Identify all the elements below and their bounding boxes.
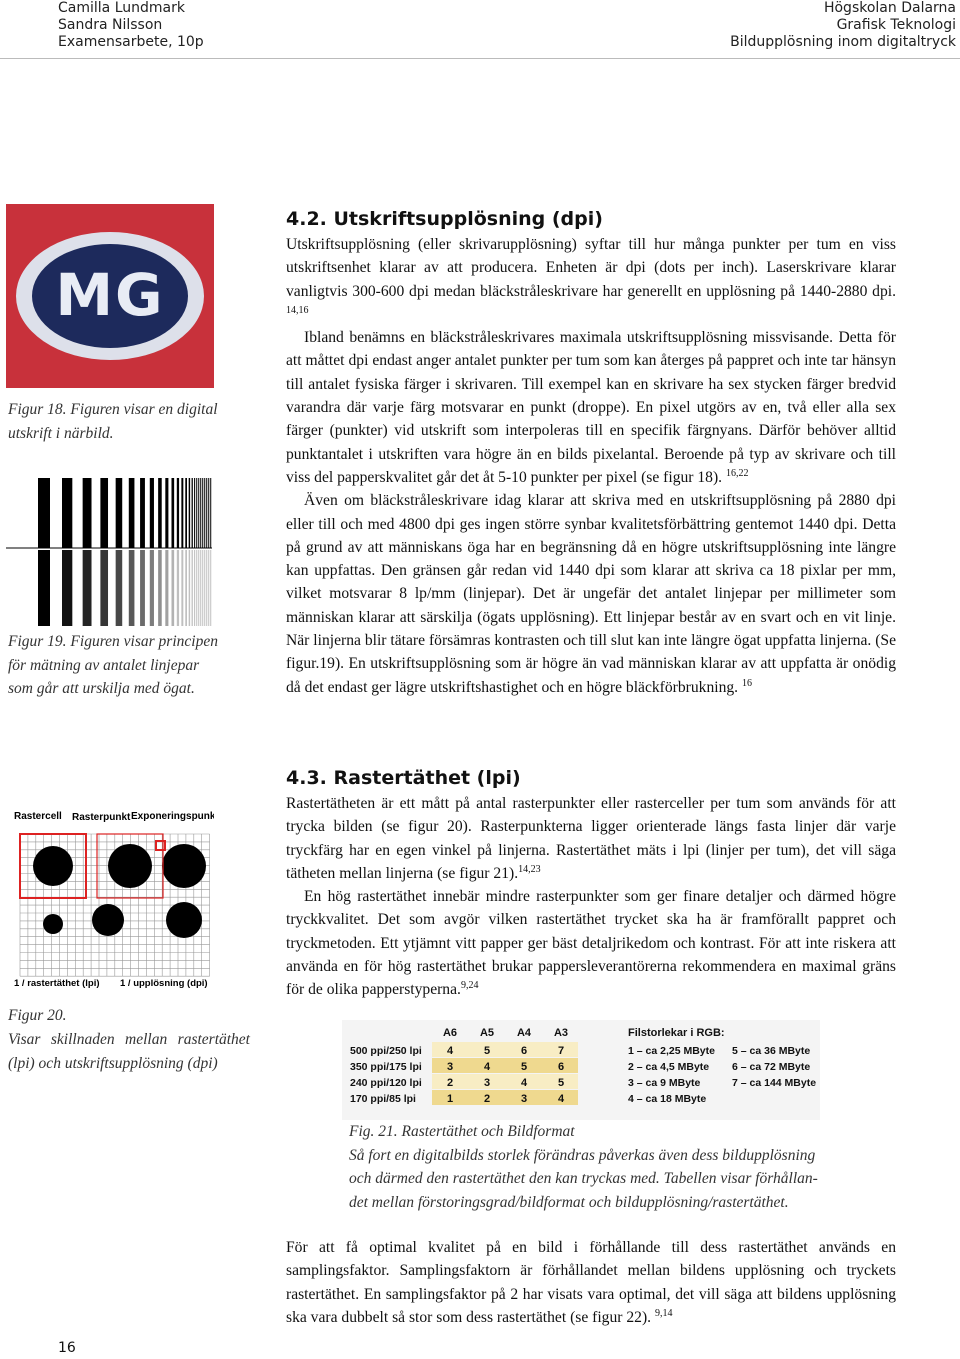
table-column-header: A6 bbox=[442, 1027, 458, 1039]
line-pair-bar bbox=[210, 478, 211, 548]
figure-20-caption-title: Figur 20. bbox=[8, 1007, 67, 1024]
line-pair-bar-blurred bbox=[181, 550, 183, 626]
section-4-2 bbox=[286, 207, 896, 699]
table-row-bg bbox=[432, 1042, 578, 1057]
line-pair-bar bbox=[140, 478, 145, 548]
legend-item: 7 – ca 144 MByte bbox=[732, 1077, 817, 1089]
table-cell: 4 bbox=[446, 1045, 454, 1057]
section-4-2-p2: Ibland benämns en bläckstråleskrivares maximala utskriftsupplösning missvisande. Detta för att måttet dpi endast anger antalet punkter per tum som kan återges på pappret och inte tar hänsyn till antalet fysiska färger i skrivaren. Till exempel kan en skrivare ha sex stycken färger bredvid varandra där varje färg motsvarar en punkt (droppe). En pixel utgörs av en, två eller alla sex färger (punkter) vid utskrift som interpoleras till en specifik färgnyans. Därför behöver alltid punktantalet i utskriften vara högre än en bilds pixelantal. Beroende på typ av skrivare och till viss del papperskvalitet går det åt 5-10 punkter per pixel (se figur 18). $^{16,22}$ bbox=[286, 329, 896, 486]
line-pair-bar bbox=[100, 478, 108, 548]
table-row-label: 170 ppi/85 lpi bbox=[350, 1093, 416, 1105]
table-cell: 7 bbox=[557, 1045, 565, 1057]
line-pair-bar bbox=[204, 478, 205, 548]
figure-21-caption bbox=[349, 1120, 819, 1214]
figure-21-caption-line-3: och därmed den rastertäthet den kan tryckas med. Tabellen visar förhållan- bbox=[349, 1170, 818, 1187]
legend-item: 3 – ca 9 MByte bbox=[628, 1077, 701, 1089]
line-pair-bar-blurred bbox=[198, 550, 199, 626]
thesis-type: Examensarbete, 10p bbox=[58, 34, 204, 50]
ref-4-3-p1: 14,23 bbox=[518, 863, 541, 875]
page-number: 16 bbox=[58, 1340, 76, 1356]
table-cell: 3 bbox=[483, 1077, 491, 1089]
table-cell: 5 bbox=[483, 1045, 491, 1057]
table-cell: 4 bbox=[483, 1061, 491, 1073]
line-pair-bar bbox=[158, 478, 162, 548]
table-cell: 3 bbox=[446, 1061, 454, 1073]
line-pair-bar-blurred bbox=[202, 550, 203, 626]
figure-19-image bbox=[6, 478, 212, 626]
label-rasterpunkt: Rasterpunkt bbox=[72, 812, 131, 823]
line-pair-bar-blurred bbox=[165, 550, 168, 626]
line-pair-bar bbox=[165, 478, 168, 548]
line-pair-bar-blurred bbox=[129, 550, 135, 626]
line-pair-bar bbox=[198, 478, 199, 548]
line-pair-bar bbox=[202, 478, 203, 548]
figure-20-caption-body: Visar skillnaden mellan rastertäthet (lpi) och utskriftsupplösning (dpi) bbox=[8, 1031, 250, 1072]
legend-item: 4 – ca 18 MByte bbox=[628, 1093, 707, 1105]
section-4-2-p3: Även om bläckstråleskrivare idag klarar att skriva med en utskriftsupplösning på 2880 dpi eller till och med 4800 dpi ges ingen större synbar kvalitetsförbättring gentemot 1440 dpi. Detta på grund av att människans öga har en begränsning då en högre utskriftsupplösning inte längre kan uppfattas. Den gränsen går redan vid 1440 dpi som klarar att skriva ca 18 pixlar per mm, vilket motsvarar 8 lp/mm (linjepar). Det är ungefär det antalet linjepar per millimeter som människan klarar att särskilja (ögats upplösning). Ett linjepar består av en svart och en vit linje. När linjerna blir tätare försämras kontrasten och till slut kan inte längre ögat uppfatta linjerna. (Se figur.19). En utskriftsupplösning som är högre än vad människan klarar av att uppfatta är onödig då det endast ger lägre utskriftshastighet och en högre bläckförbrukning. $^{16}$ bbox=[286, 492, 896, 696]
line-pair-bar bbox=[62, 478, 72, 548]
section-4-2-heading: 4.2. Utskriftsupplösning (dpi) bbox=[286, 208, 603, 230]
header-rule bbox=[0, 58, 960, 59]
header-left bbox=[58, 0, 204, 51]
line-pair-bar-blurred bbox=[204, 550, 205, 626]
line-pair-bar-blurred bbox=[62, 550, 72, 626]
ref-4-3-p2: 9,24 bbox=[460, 980, 479, 992]
author-1: Camilla Lundmark bbox=[58, 0, 185, 16]
line-pair-bar-blurred bbox=[140, 550, 145, 626]
exponeringspunkt-highlight bbox=[156, 841, 165, 850]
line-pair-bar bbox=[189, 478, 190, 548]
figure-21-caption-line-2: Så fort en digitalbilds storlek förändras påverkas även dess bildupplösning bbox=[349, 1146, 816, 1164]
line-pair-bar bbox=[185, 478, 187, 548]
line-pair-bar bbox=[38, 478, 50, 548]
table-cell: 4 bbox=[557, 1093, 565, 1105]
section-4-3-p3: För att få optimal kvalitet på en bild i förhållande till dess rastertäthet används en samplingsfaktor. Samplingsfaktorn är förhållandet mellan bildens upplösning och tryckets rastertäthet. En samplingsfaktor på 2 har visats vara optimal, det vill säga att bildens upplösning ska vara dubbelt så stor som dess rastertäthet (se figur 22). $^{9,14}$ bbox=[286, 1239, 896, 1326]
line-pair-bar-blurred bbox=[100, 550, 108, 626]
line-pair-bar bbox=[177, 478, 179, 548]
line-pair-bar bbox=[192, 478, 193, 548]
ref-4-2-p3: 16 bbox=[741, 677, 752, 689]
line-pair-bar-blurred bbox=[210, 550, 211, 626]
section-4-3-p1: Rastertätheten är ett mått på antal rasterpunkter eller rasterceller per tum som används för att trycka bilden (se figur 20). Rasterpunkterna ligger orienterade längs fasta linjer där varje tryckfärg har en egen vinkel på linjerna. Rastertäthet mäts i lpi (linjer per tum), det vill säga tätheten mellan linjerna (se figur 21).$^{14,23}$ bbox=[286, 795, 896, 882]
figure-19-caption: Figur 19. Figuren visar principen för mätning av antalet linjepar som går att urskilja med ögat. bbox=[8, 633, 218, 697]
raster-dot bbox=[33, 846, 73, 886]
line-pair-bar-blurred bbox=[208, 550, 209, 626]
line-pair-bar bbox=[171, 478, 174, 548]
line-pair-bar-blurred bbox=[192, 550, 193, 626]
section-4-2-p1: Utskriftsupplösning (eller skrivarupplösning) syftar till hur många punkter per tum en viss utskriftsenhet klarar av att producera. Enheten är dpi (dots per inch). Laserskrivare klarar vanligtvis 300-600 dpi medan bläckstråleskrivare har generellt en upplösning på 1440-2880 dpi. $^{14,16}$ bbox=[286, 236, 896, 316]
line-pair-bar bbox=[196, 478, 197, 548]
institution: Högskolan Dalarna bbox=[823, 0, 956, 16]
header-right bbox=[730, 0, 956, 51]
figure-21-caption-line-1: Fig. 21. Rastertäthet och Bildformat bbox=[349, 1123, 575, 1140]
legend-item: 5 – ca 36 MByte bbox=[732, 1045, 811, 1057]
line-pair-bar-blurred bbox=[206, 550, 207, 626]
table-row-label: 240 ppi/120 lpi bbox=[350, 1077, 422, 1089]
figure-21-table bbox=[342, 1020, 820, 1120]
table-row-label: 500 ppi/250 lpi bbox=[350, 1045, 422, 1057]
line-pair-bar-blurred bbox=[177, 550, 179, 626]
ref-4-2-p1: 14,16 bbox=[286, 304, 309, 316]
line-pair-bar bbox=[200, 478, 201, 548]
table-cell: 2 bbox=[483, 1093, 491, 1105]
resolution-table bbox=[342, 1020, 820, 1120]
section-4-3-heading: 4.3. Rastertäthet (lpi) bbox=[286, 767, 521, 789]
line-pair-bar-blurred bbox=[150, 550, 154, 626]
line-pair-bar-blurred bbox=[38, 550, 50, 626]
document-title: Bildupplösning inom digitaltryck bbox=[730, 34, 956, 50]
legend-item: 1 – ca 2,25 MByte bbox=[628, 1045, 715, 1057]
line-pair-bar bbox=[129, 478, 135, 548]
line-pair-bar-blurred bbox=[116, 550, 123, 626]
label-dpi: 1 / upplösning (dpi) bbox=[120, 978, 208, 989]
line-pair-bar-blurred bbox=[194, 550, 195, 626]
table-cell: 4 bbox=[520, 1077, 528, 1089]
table-cell: 2 bbox=[446, 1077, 454, 1089]
raster-dot bbox=[166, 902, 202, 938]
table-cell: 5 bbox=[557, 1077, 565, 1089]
table-cell: 6 bbox=[520, 1045, 528, 1057]
table-cell: 3 bbox=[520, 1093, 528, 1105]
section-4-3-continued bbox=[286, 1236, 896, 1329]
section-4-3 bbox=[286, 766, 896, 1002]
line-pair-bar bbox=[181, 478, 183, 548]
label-exponeringspunkt: Exponeringspunkt bbox=[131, 811, 214, 822]
raster-grid-diagram bbox=[8, 804, 214, 992]
ref-4-3-p3: 9,14 bbox=[654, 1307, 673, 1319]
figure-20-image bbox=[8, 804, 214, 992]
raster-dot bbox=[92, 904, 124, 936]
figure-18-caption: Figur 18. Figuren visar en digital utskrift i närbild. bbox=[8, 401, 218, 442]
line-pair-bar-blurred bbox=[158, 550, 162, 626]
ref-4-2-p2: 16,22 bbox=[725, 467, 749, 479]
legend-item: 6 – ca 72 MByte bbox=[732, 1061, 811, 1073]
table-row-bg bbox=[432, 1058, 578, 1073]
legend-item: 2 – ca 4,5 MByte bbox=[628, 1061, 710, 1073]
table-row-bg bbox=[432, 1074, 578, 1089]
table-column-header: A5 bbox=[479, 1027, 495, 1039]
table-cell: 6 bbox=[557, 1061, 565, 1073]
table-cell: 1 bbox=[446, 1093, 454, 1105]
line-pair-pattern bbox=[6, 478, 212, 626]
line-pair-bar-blurred bbox=[189, 550, 190, 626]
line-pair-bar bbox=[206, 478, 207, 548]
raster-dot bbox=[162, 844, 206, 888]
table-column-header: A4 bbox=[516, 1027, 532, 1039]
raster-dot bbox=[43, 914, 63, 934]
line-pair-bar-blurred bbox=[83, 550, 92, 626]
table-row-bg bbox=[432, 1090, 578, 1105]
author-2: Sandra Nilsson bbox=[58, 17, 163, 33]
label-lpi: 1 / rastertäthet (lpi) bbox=[14, 978, 100, 989]
line-pair-bar bbox=[194, 478, 195, 548]
label-rastercell: Rastercell bbox=[14, 811, 62, 822]
figure-18-image bbox=[6, 204, 214, 388]
figure-21-caption-line-4: det mellan förstoringsgrad/bildformat och bildupplösning/rastertäthet. bbox=[349, 1193, 789, 1211]
table-row-label: 350 ppi/175 lpi bbox=[350, 1061, 422, 1073]
line-pair-bar bbox=[150, 478, 154, 548]
line-pair-bar-blurred bbox=[185, 550, 187, 626]
table-column-header: A3 bbox=[553, 1027, 569, 1039]
raster-dot bbox=[108, 844, 152, 888]
line-pair-bar-blurred bbox=[200, 550, 201, 626]
line-pair-bar-blurred bbox=[171, 550, 174, 626]
table-cell: 5 bbox=[520, 1061, 528, 1073]
logo-letters: MG bbox=[55, 261, 165, 329]
line-pair-bar-blurred bbox=[196, 550, 197, 626]
section-4-3-p2: En hög rastertäthet innebär mindre rasterpunkter som ger finare detaljer och därmed högre tryckkvalitet. Det som avgör vilken rastertäthet trycket ska ha är framförallt pappret och tryckmetoden. Ett ytjämnt vitt papper ger bäst detaljrikedom och kontrast. För att inte riskera att använda en för hög rastertäthet brukar pappersleverantörerna rekommendera en maximal gräns för de olika papperstyperna.$^{9,24}$ bbox=[286, 888, 896, 999]
legend-title: Filstorlekar i RGB: bbox=[628, 1027, 725, 1039]
line-pair-bar bbox=[83, 478, 92, 548]
line-pair-bar bbox=[116, 478, 123, 548]
line-pair-bar bbox=[208, 478, 209, 548]
department: Grafisk Teknologi bbox=[836, 17, 956, 33]
